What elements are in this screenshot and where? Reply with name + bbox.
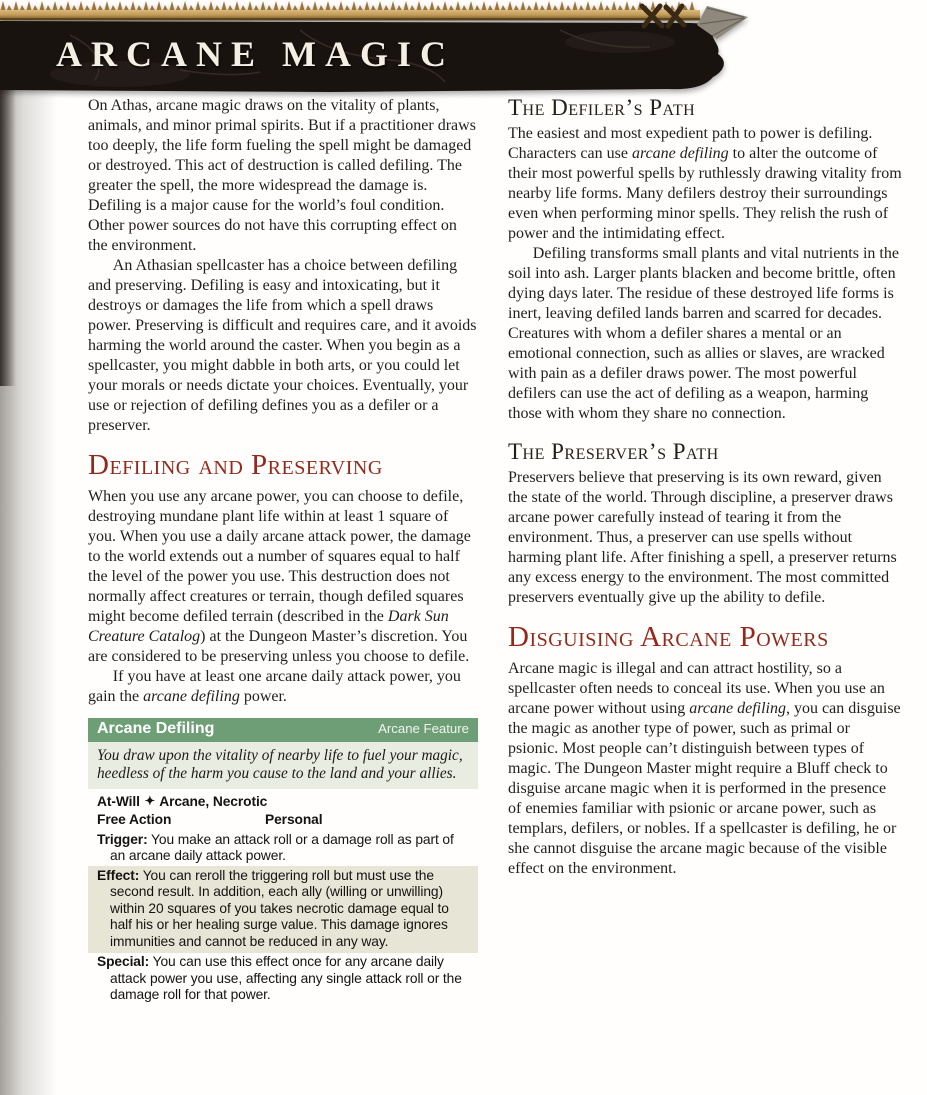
power-trigger-entry <box>88 831 478 866</box>
page-edge-shadow <box>0 86 58 1095</box>
power-effect-text: You can reroll the triggering roll but must use the second result. In addition, each ally (willing or unwilling) within 20 squares of you takes necrotic damage equal to half his or her healing surge value. This damage ignores immunities and cannot be reduced in any way. <box>110 867 449 949</box>
section-heading-disguising-arcane-powers: Disguising Arcane Powers <box>508 621 829 653</box>
power-title: Arcane Defiling <box>97 720 215 737</box>
left-column <box>88 96 478 1008</box>
power-action-line <box>88 812 478 829</box>
power-special-entry <box>88 953 478 1005</box>
power-trigger-label: Trigger: <box>97 831 148 847</box>
intro-paragraph-2: An Athasian spellcaster has a choice between defiling and preserving. Defiling is easy and intoxicating, but it destroys or damages the life from which a spell draws power. Preserving is difficult and requires care, and it avoids harming the world around the caster. When you begin as a spellcaster, you might dabble in both arts, or you could let your morals or needs dictate your choices. Eventually, your use or rejection of defiling defines you as a defiler or a preserver. <box>88 257 477 434</box>
power-special-label: Special: <box>97 954 150 969</box>
intro-paragraph-1: On Athas, arcane magic draws on the vitality of plants, animals, and minor primal spirits. But if a practitioner draws too deeply, the life form fueling the spell might be damaged or destroyed. This act of destruction is called defiling. The greater the spell, the more widespread the damage is. Defiling is a major cause for the world’s foul condition. Other power sources do not have this corrupting effect on the environment. <box>88 97 476 254</box>
defilers-path-paragraph-1: The easiest and most expedient path to power is defiling. Characters can use arcane defiling to alter the outcome of their most powerful spells by ruthlessly drawing vitality from nearby life forms. Many defilers destroy their surroundings even when performing minor spells. They relish the rush of power and the intimidating effect. <box>508 125 902 242</box>
page-edge-shadow-dark <box>0 86 16 386</box>
header-banner <box>0 0 760 102</box>
power-effect-entry <box>88 866 478 954</box>
power-effect-label: Effect: <box>97 867 140 883</box>
power-special-text: You can use this effect once for any arcane daily attack power you use, affecting any single attack roll or the damage roll for that power. <box>110 954 462 1002</box>
defiling-paragraph-2: If you have at least one arcane daily attack power, you gain the arcane defiling power. <box>88 668 461 705</box>
power-range: Personal <box>265 812 323 827</box>
power-flavor-text: You draw upon the vitality of nearby life to fuel your magic, heedless of the harm you cause to the land and your allies. <box>88 742 478 789</box>
power-usage: At-Will <box>97 793 140 809</box>
power-usage-line <box>88 794 478 811</box>
right-column <box>508 96 902 879</box>
power-type-label: Arcane Feature <box>378 721 469 736</box>
section-heading-preservers-path: The Preserver’s Path <box>508 439 719 464</box>
power-trigger-text: You make an attack roll or a damage roll as part of an arcane daily attack power. <box>110 831 454 863</box>
power-diamond-icon: ✦ <box>144 793 155 808</box>
disguising-paragraph: Arcane magic is illegal and can attract hostility, so a spellcaster often needs to conceal its use. When you use an arcane power without using arcane defiling, you can disguise the magic as another type of power, such as primal or psionic. Most people can’t distinguish between types of magic. The Dungeon Master might require a Bluff check to disguise arcane magic when it is performed in the presence of enemies familiar with psionic or arcane power, such as templars, defilers, or nobles. If a spellcaster is defiling, he or she cannot disguise the arcane magic because of the visible effect on the environment. <box>508 660 901 877</box>
defilers-path-paragraph-2: Defiling transforms small plants and vital nutrients in the soil into ash. Larger plants blacken and become brittle, often dying days later. The residue of these destroyed life forms is inert, leaving defiled lands barren and scarred for decades. Creatures with whom a defiler shares a mental or an emotional connection, such as allies or slaves, are wracked with pain as a defiler draws power. The most powerful defilers can use the act of defiling as a weapon, harming those with whom they share no connection. <box>508 245 899 422</box>
power-header-bar <box>88 718 478 742</box>
power-action-type: Free Action <box>97 812 172 827</box>
power-body <box>88 789 478 1008</box>
page-title: ARCANE MAGIC <box>56 34 455 74</box>
power-block-arcane-defiling <box>88 718 478 1008</box>
section-heading-defiling-and-preserving: Defiling and Preserving <box>88 449 383 481</box>
defiling-paragraph-1: When you use any arcane power, you can choose to defile, destroying mundane plant life within at least 1 square of you. When you use a daily arcane attack power, the damage to the world extends out a number of squares equal to half the level of the power you use. This destruction does not normally affect creatures or terrain, though defiled squares might become defiled terrain (described in the Dark Sun Creature Catalog) at the Dungeon Master’s discretion. You are considered to be preserving unless you choose to defile. <box>88 488 471 665</box>
section-heading-defilers-path: The Defiler’s Path <box>508 95 696 120</box>
preservers-path-paragraph: Preservers believe that preserving is its own reward, given the state of the world. Through discipline, a preserver draws arcane power carefully instead of tearing it from the environment. Thus, a preserver can use spells without harming plant life. After finishing a spell, a preserver returns any excess energy to the environment. The most committed preservers eventually give up the ability to defile. <box>508 469 897 606</box>
power-keywords: Arcane, Necrotic <box>159 793 268 809</box>
